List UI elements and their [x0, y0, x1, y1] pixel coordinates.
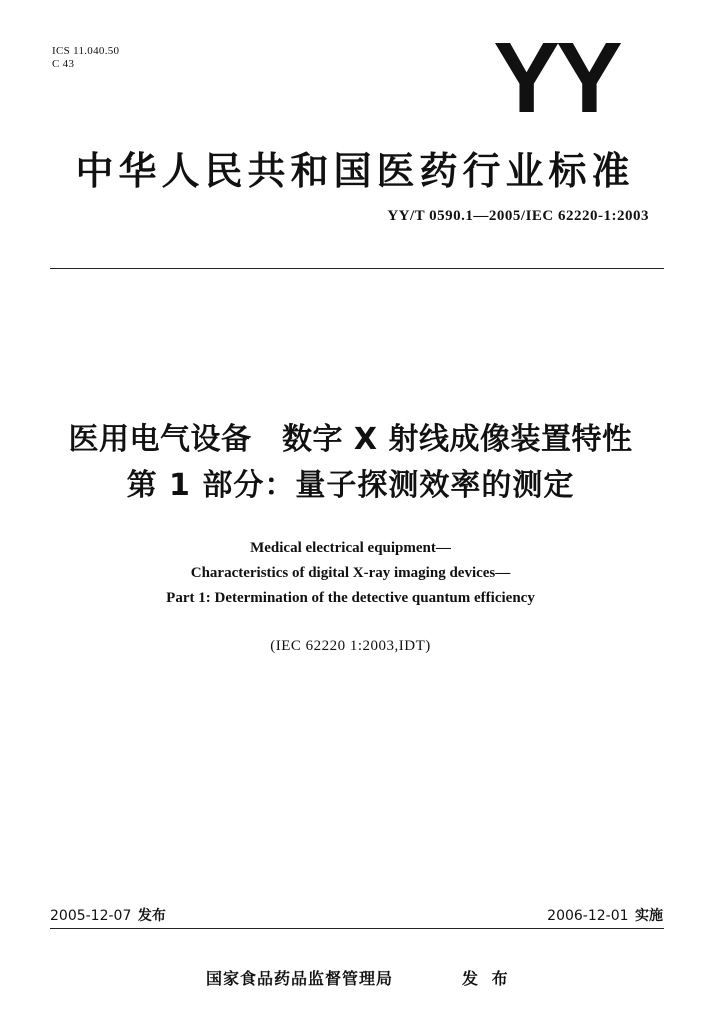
issue-label: 发 布 [462, 969, 512, 988]
issue-date: 2005-12-07 [50, 908, 132, 924]
english-title-line-3: Part 1: Determination of the detective quantum efficiency [166, 590, 535, 606]
implement-date-block [547, 905, 663, 925]
footer-divider [50, 928, 664, 929]
chinese-title-line-2: 第 1 部分：量子探测效率的测定 [126, 468, 575, 503]
classification-codes [52, 45, 119, 71]
ics-code: ICS 11.040.50 [52, 45, 120, 57]
issue-date-block [50, 905, 166, 925]
organization-title: 中华人民共和国医药行业标准 [75, 149, 635, 193]
header-divider [50, 268, 664, 269]
implement-date: 2006-12-01 [547, 908, 629, 924]
chinese-title-line-1: 医用电气设备 数字 X 射线成像装置特性 [68, 422, 633, 457]
standard-number: YY/T 0590.1—2005/IEC 62220-1:2003 [387, 208, 649, 224]
ccs-code: C 43 [52, 58, 75, 70]
issue-date-suffix: 发布 [137, 908, 166, 924]
issuing-authority: 国家食品药品监督管理局 [206, 969, 394, 988]
implement-date-suffix: 实施 [635, 908, 663, 924]
standard-logo [476, 36, 636, 116]
english-title-line-2: Characteristics of digital X-ray imaging devices— [190, 565, 511, 581]
english-title-line-1: Medical electrical equipment— [250, 540, 451, 556]
yy-logo-mark [476, 36, 636, 116]
adoption-note: (IEC 62220 1:2003,IDT) [270, 638, 431, 654]
svg-text:YY: YY [493, 36, 619, 116]
